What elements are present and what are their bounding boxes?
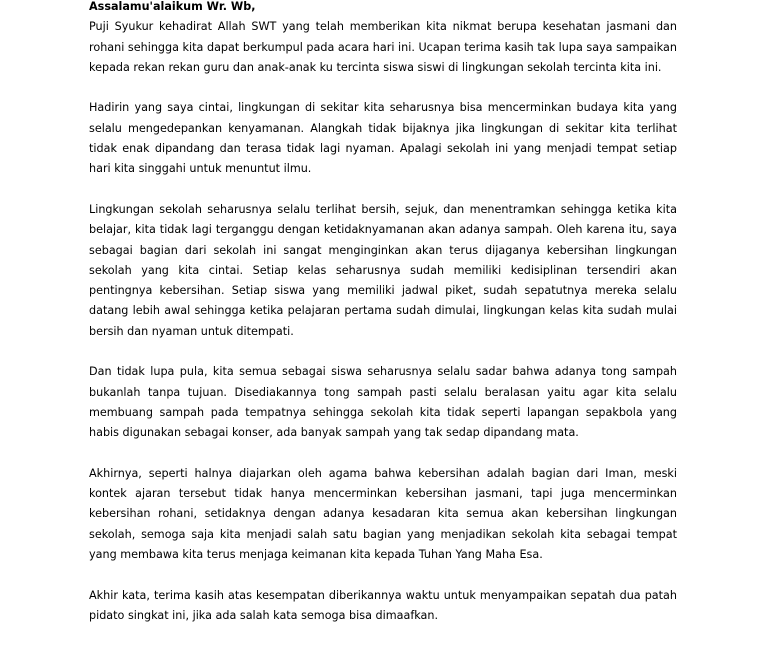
greeting-line: Assalamu'alaikum Wr. Wb, [89, 0, 256, 13]
paragraph-environment: Hadirin yang saya cintai, lingkungan di sekitar kita seharusnya bisa mencerminkan budaya kita yang selalu mengedepankan kenyamanan. Alangkah tidak bijaknya jika lingkungan di sekitar kita terlihat tidak enak dipandang dan terasa tidak lagi nyaman. Apalagi sekolah ini yang menjadi tempat setiap hari kita singgahi untuk menuntut ilmu. [89, 101, 677, 176]
paragraph-closing: Akhir kata, terima kasih atas kesempatan diberikannya waktu untuk menyampaikan sepatah dua patah pidato singkat ini, jika ada salah kata semoga bisa dimaafkan. [89, 588, 677, 622]
paragraph-faith: Akhirnya, seperti halnya diajarkan oleh agama bahwa kebersihan adalah bagian dari Iman, meski kontek ajaran tersebut tidak hanya mencerminkan kebersihan jasmani, tapi juga mencerminkan kebersihan rohani, setidaknya dengan adanya kesadaran kita semua akan kebersihan lingkungan sekolah, semoga saja kita menjadi salah satu bagian yang menjadikan sekolah kita sebagai tempat yang membawa kita terus menjaga keimanan kita kepada Tuhan Yang Maha Esa. [89, 466, 677, 562]
paragraph-trash-bins: Dan tidak lupa pula, kita semua sebagai siswa seharusnya selalu sadar bahwa adanya tong sampah bukanlah tanpa tujuan. Disediakannya tong sampah pasti selalu beralasan yaitu agar kita selalu membuang sampah pada tempatnya sehingga sekolah kita tidak seperti lapangan sepakbola yang habis digunakan sebagai konser, ada banyak sampah yang tak sedap dipandang mata. [89, 365, 677, 440]
document-page [89, 0, 677, 647]
paragraph-opening: Puji Syukur kehadirat Allah SWT yang telah memberikan kita nikmat berupa kesehatan jasmani dan rohani sehingga kita dapat berkumpul pada acara hari ini. Ucapan terima kasih tak lupa saya sampaikan kepada rekan rekan guru dan anak-anak ku tercinta siswa siswi di lingkungan sekolah tercinta kita ini. [89, 20, 677, 74]
paragraph-school-cleanliness: Lingkungan sekolah seharusnya selalu terlihat bersih, sejuk, dan menentramkan sehingga ketika kita belajar, kita tidak lagi terganggu dengan ketidaknyamanan akan adanya sampah. Oleh karena itu, saya sebagai bagian dari sekolah ini sangat menginginkan akan terus dijaganya kebersihan lingkungan sekolah yang kita cintai. Setiap kelas seharusnya sudah memiliki kedisiplinan tersendiri akan pentingnya kebersihan. Setiap siswa yang memiliki jadwal piket, sudah sepatutnya mereka selalu datang lebih awal sehingga ketika pelajaran pertama sudah dimulai, lingkungan kelas kita sudah mulai bersih dan nyaman untuk ditempati. [89, 202, 677, 338]
